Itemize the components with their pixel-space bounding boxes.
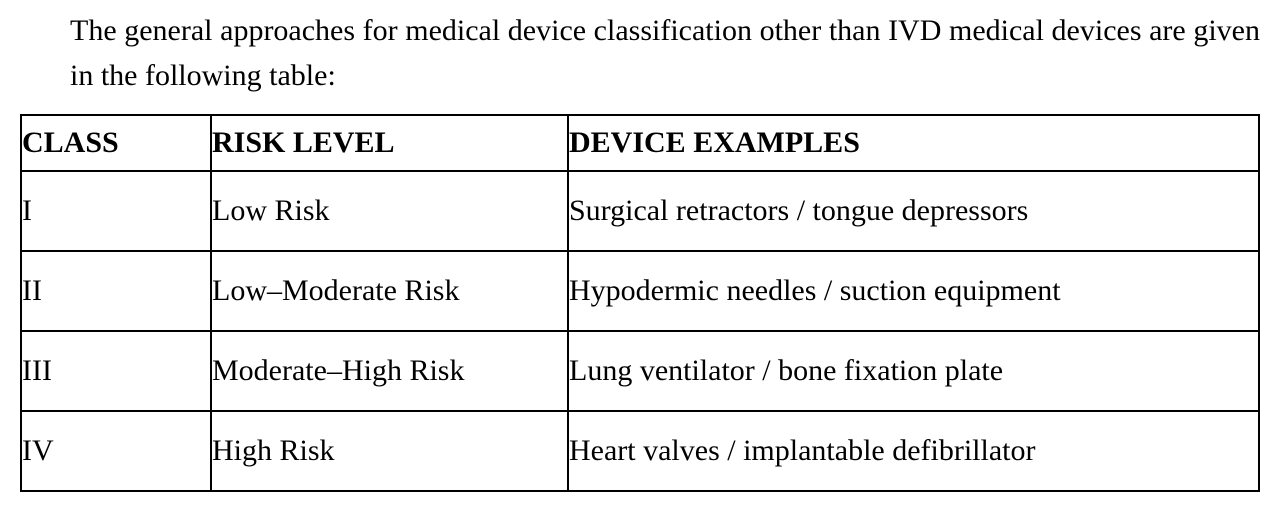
class-cell: II <box>21 251 211 331</box>
header-class: CLASS <box>21 115 211 171</box>
device-examples-cell: Heart valves / implantable defibrillator <box>568 411 1259 491</box>
class-cell: IV <box>21 411 211 491</box>
class-cell: III <box>21 331 211 411</box>
header-risk-level: RISK LEVEL <box>211 115 568 171</box>
classification-table <box>20 114 1260 492</box>
class-cell: I <box>21 171 211 251</box>
table-header-row <box>21 115 1259 171</box>
table-row <box>21 171 1259 251</box>
table-row <box>21 251 1259 331</box>
device-examples-cell: Lung ventilator / bone fixation plate <box>568 331 1259 411</box>
risk-level-cell: Low Risk <box>211 171 568 251</box>
risk-level-cell: Moderate–High Risk <box>211 331 568 411</box>
device-examples-cell: Surgical retractors / tongue depressors <box>568 171 1259 251</box>
risk-level-cell: High Risk <box>211 411 568 491</box>
device-examples-cell: Hypodermic needles / suction equipment <box>568 251 1259 331</box>
table-row <box>21 331 1259 411</box>
header-device-examples: DEVICE EXAMPLES <box>568 115 1259 171</box>
intro-paragraph: The general approaches for medical device classification other than IVD medical devices are given in the following table: <box>70 14 1260 92</box>
risk-level-cell: Low–Moderate Risk <box>211 251 568 331</box>
table-row <box>21 411 1259 491</box>
